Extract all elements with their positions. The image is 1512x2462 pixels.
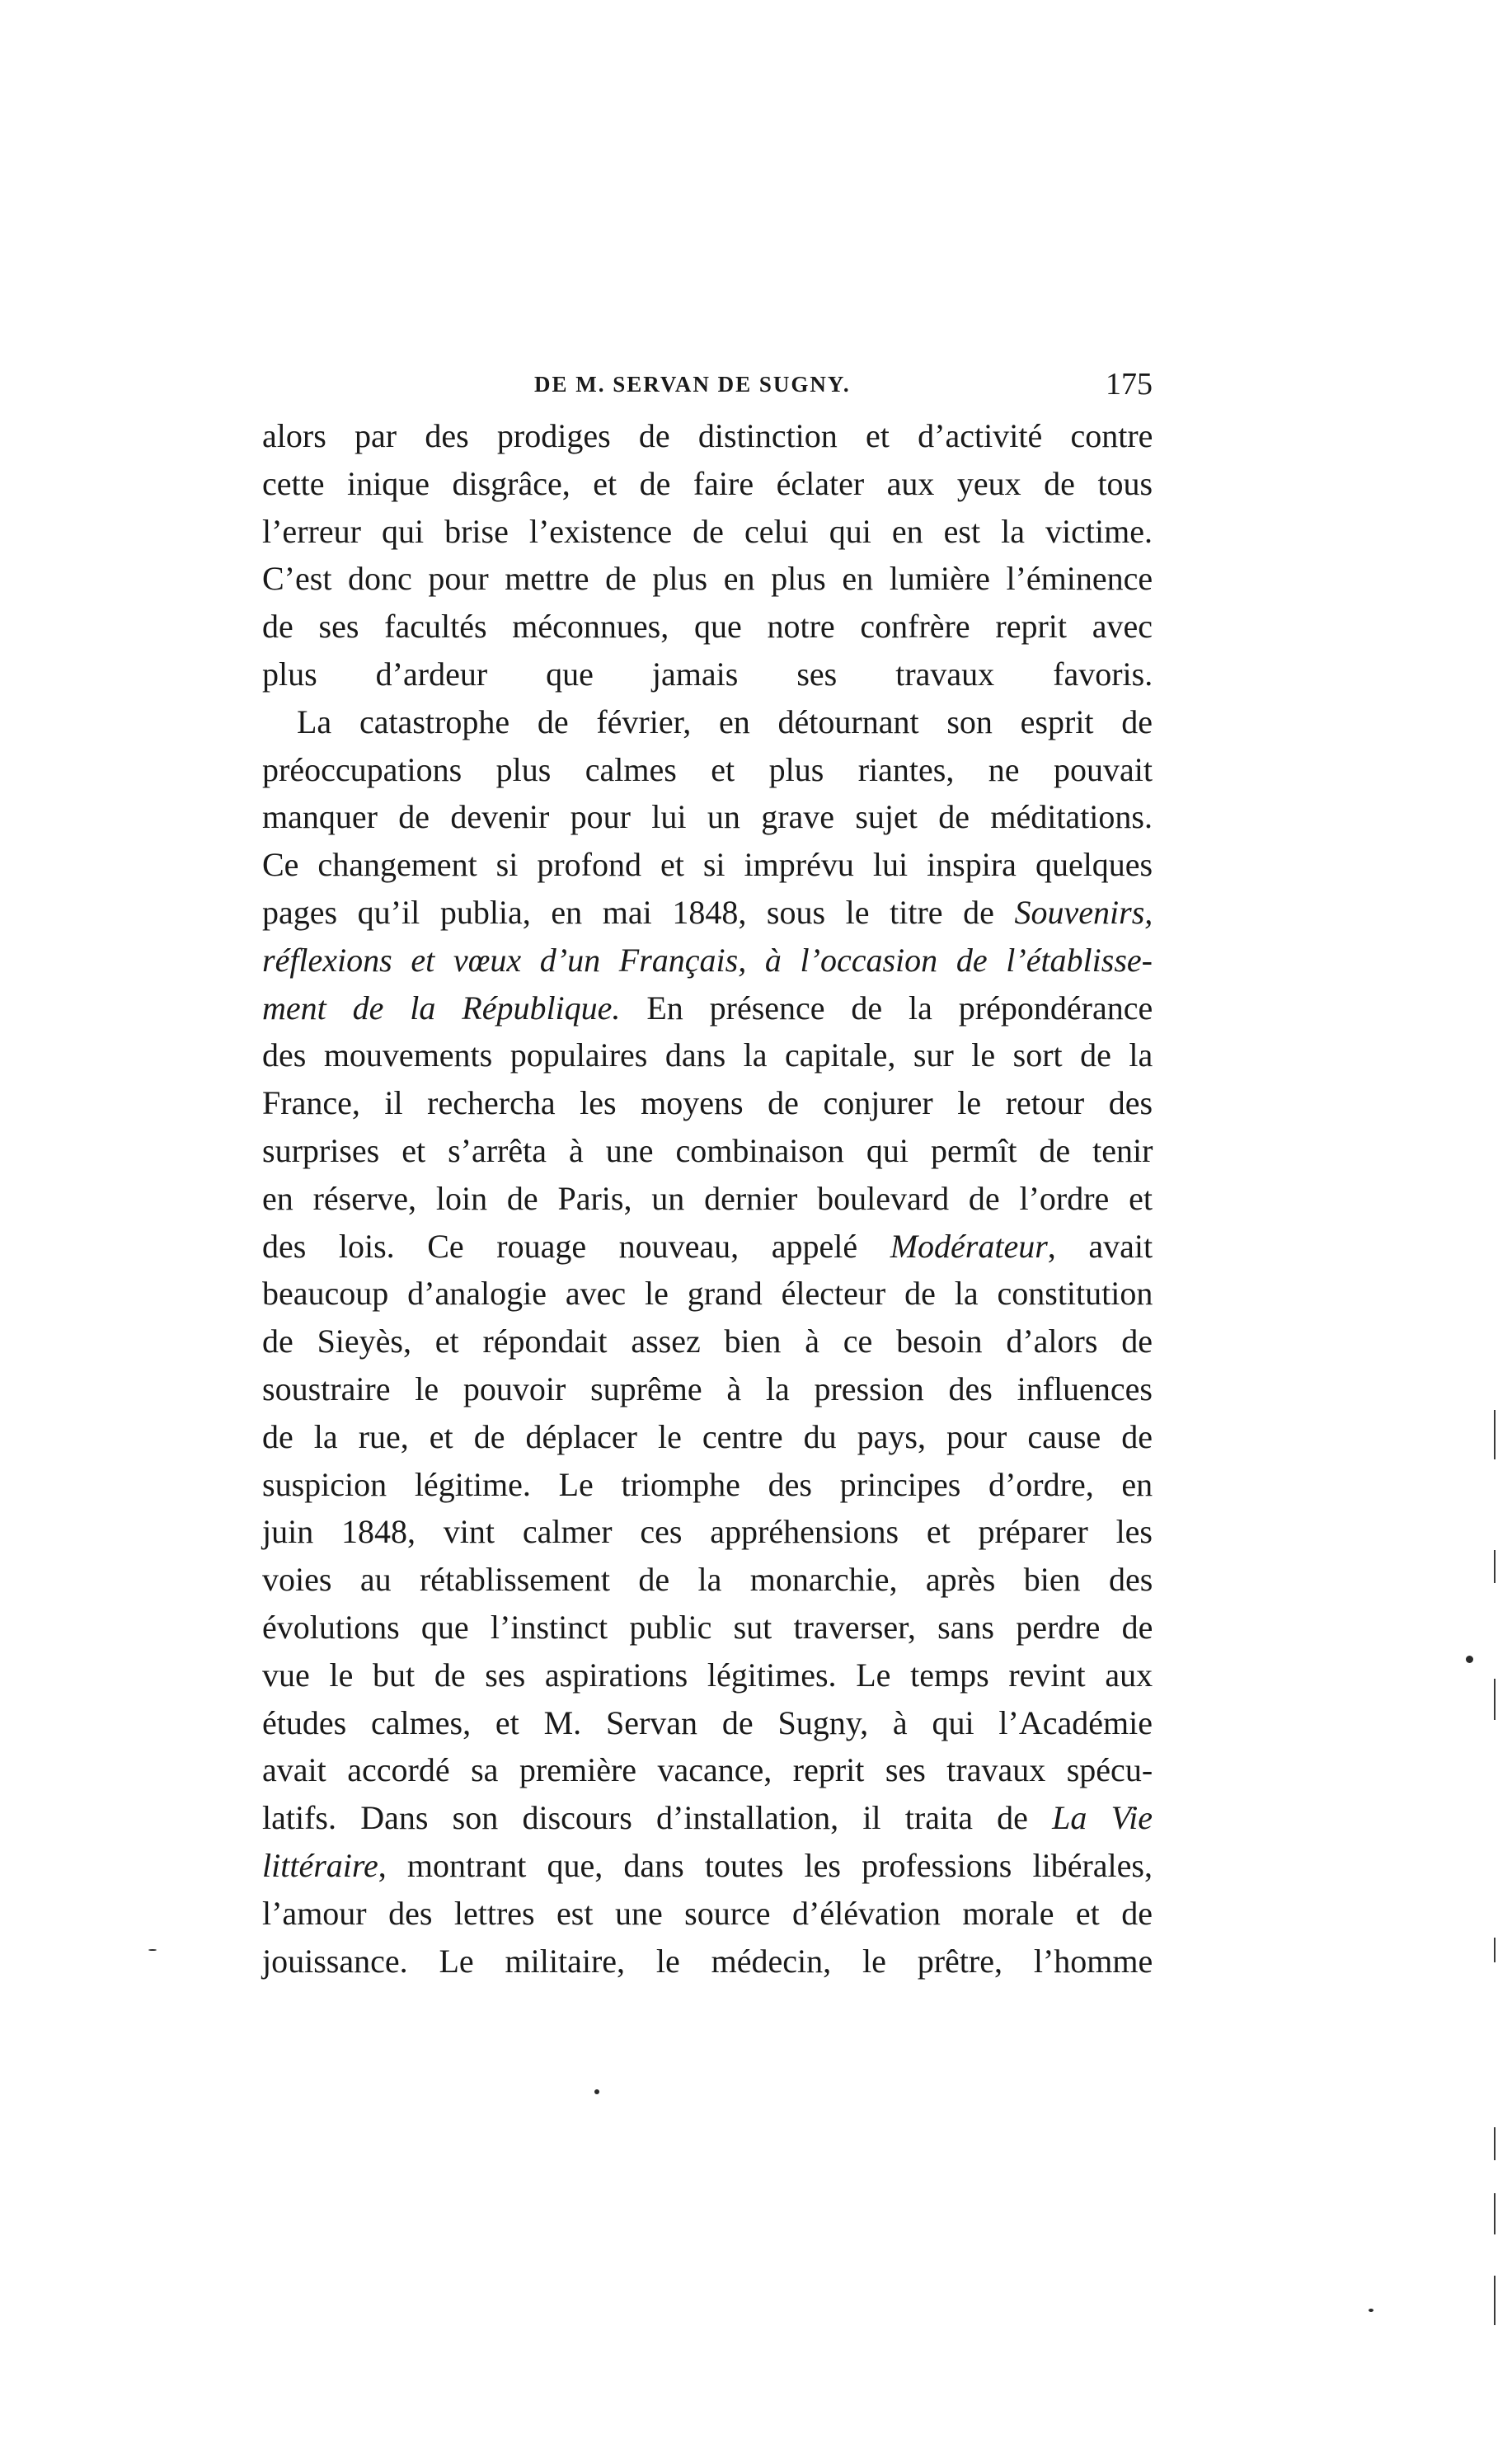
text-segment: jouissance. Le militaire, le médecin, le prêtre, l’homme (262, 1942, 1153, 1980)
text-line (262, 1270, 1153, 1318)
text-segment: soustraire le pouvoir suprême à la pression des influences (262, 1370, 1153, 1407)
text-segment: des lois. Ce rouage nouveau, appelé (262, 1227, 890, 1265)
text-segment: en réserve, loin de Paris, un dernier boulevard de l’ordre et (262, 1179, 1153, 1217)
text-segment: évolutions que l’instinct public sut traverser, sans perdre de (262, 1608, 1153, 1646)
text-line (262, 1365, 1153, 1413)
text-line (262, 412, 1153, 460)
text-segment: des mouvements populaires dans la capitale, sur le sort de la (262, 1036, 1153, 1074)
text-segment: France, il rechercha les moyens de conjurer le retour des (262, 1084, 1153, 1122)
text-line (262, 746, 1153, 794)
scan-edge-mark (1494, 1938, 1496, 1962)
text-line (262, 603, 1153, 651)
scan-edge-mark (1494, 1679, 1496, 1720)
text-line (262, 793, 1153, 841)
text-line (262, 1890, 1153, 1938)
scan-edge-mark (1494, 1410, 1496, 1459)
text-line (262, 508, 1153, 556)
page-number: 175 (1106, 367, 1153, 402)
running-title: DE M. SERVAN DE SUGNY. (534, 372, 851, 397)
text-segment: surprises et s’arrêta à une combinaison qui permît de tenir (262, 1131, 1153, 1169)
text-line (262, 1079, 1153, 1127)
text-segment: pages qu’il publia, en mai 1848, sous le titre de (262, 893, 1015, 931)
text-segment: Ce changement si profond et si imprévu lui inspira quelques (262, 846, 1153, 884)
body-text (262, 412, 1153, 1985)
text-line (262, 1175, 1153, 1223)
text-segment: préoccupations plus calmes et plus riantes, ne pouvait (262, 750, 1153, 788)
scan-edge-mark (1494, 2127, 1496, 2160)
scan-speck (1466, 1656, 1473, 1663)
text-segment: de Sieyès, et répondait assez bien à ce besoin d’alors de (262, 1323, 1153, 1360)
text-line (262, 1794, 1153, 1842)
text-segment: juin 1848, vint calmer ces appréhensions et préparer les (262, 1513, 1153, 1551)
text-line (262, 1556, 1153, 1604)
italic-text: ment de la République. (262, 989, 621, 1027)
text-line (262, 1223, 1153, 1271)
text-line (262, 1031, 1153, 1079)
text-line (262, 984, 1153, 1032)
italic-text: Modérateur (890, 1227, 1048, 1265)
text-line (262, 1127, 1153, 1175)
text-segment: cette inique disgrâce, et de faire éclater aux yeux de tous (262, 464, 1153, 502)
text-segment: latifs. Dans son discours d’installation, il traita de (262, 1799, 1053, 1837)
text-segment: manquer de devenir pour lui un grave sujet de méditations. (262, 798, 1153, 836)
text-segment: de ses facultés méconnues, que notre confrère reprit avec (262, 608, 1153, 646)
text-line (262, 555, 1153, 603)
text-line (262, 1413, 1153, 1461)
page-header (262, 359, 1153, 409)
text-line (262, 1604, 1153, 1652)
text-line (262, 1508, 1153, 1556)
text-line (262, 1699, 1153, 1747)
scan-edge-mark (1494, 2193, 1496, 2234)
text-segment: La catastrophe de février, en détournant son esprit de (297, 702, 1153, 740)
text-line (262, 1461, 1153, 1509)
text-line (262, 651, 1153, 698)
text-segment: l’erreur qui brise l’existence de celui qui en est la victime. (262, 512, 1153, 550)
text-segment: suspicion légitime. Le triomphe des principes d’ordre, en (262, 1465, 1153, 1503)
text-line (262, 937, 1153, 984)
text-segment: l’amour des lettres est une source d’élévation morale et de (262, 1894, 1153, 1932)
italic-text: La Vie (1052, 1799, 1153, 1837)
text-line (262, 1842, 1153, 1890)
text-segment: avait accordé sa première vacance, reprit ses travaux spécu- (262, 1751, 1153, 1789)
text-line (262, 1746, 1153, 1794)
scan-speck (148, 1949, 157, 1951)
italic-text: littéraire (262, 1846, 378, 1884)
text-segment: plus d’ardeur que jamais ses travaux favoris. (262, 655, 1153, 693)
text-line (262, 889, 1153, 937)
text-line (262, 1652, 1153, 1699)
text-line (262, 1318, 1153, 1365)
text-segment: C’est donc pour mettre de plus en plus en lumière l’éminence (262, 560, 1153, 598)
text-line (262, 841, 1153, 889)
text-segment: , montrant que, dans toutes les professions libérales, (378, 1846, 1153, 1884)
text-line (262, 698, 1153, 746)
text-segment: En présence de la prépondérance (620, 989, 1153, 1027)
scan-speck (594, 2089, 599, 2094)
scan-edge-mark (1494, 2276, 1496, 2325)
text-line (262, 1938, 1153, 1985)
italic-text: Souvenirs, (1014, 893, 1153, 931)
text-segment: études calmes, et M. Servan de Sugny, à qui l’Académie (262, 1703, 1153, 1741)
text-segment: de la rue, et de déplacer le centre du pays, pour cause de (262, 1417, 1153, 1455)
text-segment: voies au rétablissement de la monarchie, après bien des (262, 1561, 1153, 1599)
text-segment: vue le but de ses aspirations légitimes. Le temps revint aux (262, 1656, 1153, 1694)
text-segment: alors par des prodiges de distinction et d’activité contre (262, 417, 1153, 454)
text-segment: , avait (1047, 1227, 1153, 1265)
scan-edge-mark (1494, 1550, 1496, 1583)
scan-speck (1369, 2309, 1373, 2312)
text-segment: beaucoup d’analogie avec le grand électeur de la constitution (262, 1275, 1153, 1313)
text-line (262, 460, 1153, 508)
italic-text: réflexions et vœux d’un Français, à l’occasion de l’établisse- (262, 941, 1153, 979)
